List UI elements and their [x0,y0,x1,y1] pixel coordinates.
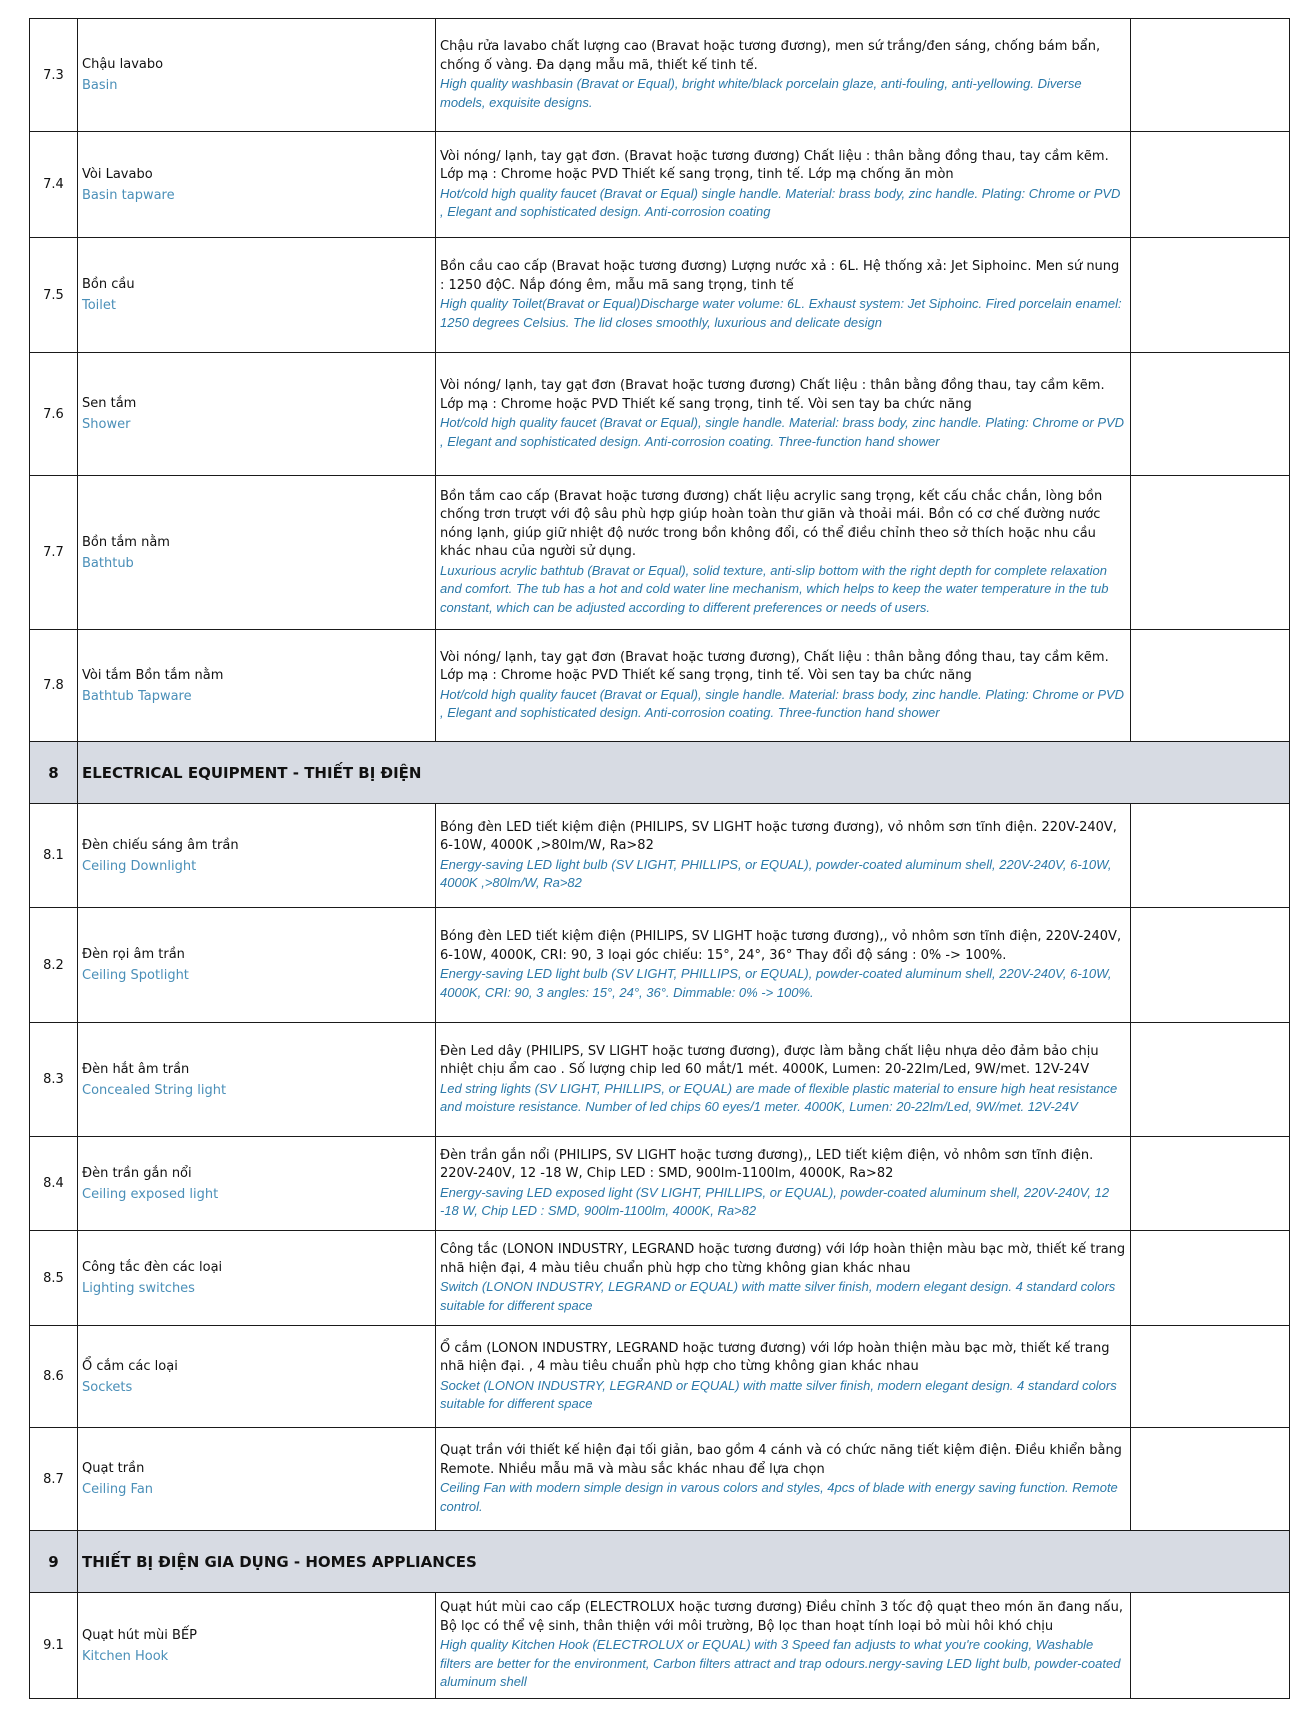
item-description-cell [436,804,1131,908]
item-number: 8.2 [30,908,78,1023]
note-cell [1131,908,1290,1023]
item-name-vn: Ổ cắm các loại [82,1358,178,1374]
table-row [30,132,1290,238]
note-cell [1131,1326,1290,1428]
note-cell [1131,1593,1290,1699]
item-name-vn: Quạt hút mùi BẾP [82,1627,197,1643]
item-name-cell [78,630,436,742]
item-name-en: Bathtub Tapware [82,688,192,704]
item-description-cell [436,1231,1131,1326]
item-name-cell [78,238,436,353]
item-description-en: Ceiling Fan with modern simple design in varous colors and styles, 4pcs of blade with energy saving function. Remote control. [440,1480,1118,1514]
section-title: THIẾT BỊ ĐIỆN GIA DỤNG - HOMES APPLIANCES [78,1531,1290,1593]
item-description-cell [436,908,1131,1023]
table-row [30,1326,1290,1428]
item-name-en: Toilet [82,298,117,313]
item-description-vn: Vòi nóng/ lạnh, tay gạt đơn. (Bravat hoặc tương đương) Chất liệu : thân bằng đồng thau, tay cầm kẽm. Lớp mạ : Chrome hoặc PVD Thiết kế sang trọng, tinh tế. Lớp mạ chống ăn mòn [440,148,1109,182]
table-row [30,353,1290,476]
item-number: 7.3 [30,19,78,132]
item-description-vn: Ổ cắm (LONON INDUSTRY, LEGRAND hoặc tương đương) với lớp hoàn thiện màu bạc mờ, thiết kế trang nhã hiện đại. , 4 màu tiêu chuẩn phù hợp cho từng không gian khác nhau [440,1340,1110,1374]
item-number: 8.1 [30,804,78,908]
table-row [30,1231,1290,1326]
item-name-cell [78,19,436,132]
item-name-en: Kitchen Hook [82,1648,169,1664]
item-description-vn: Đèn Led dây (PHILIPS, SV LIGHT hoặc tương đương), được làm bằng chất liệu nhựa dẻo đảm bảo chịu nhiệt chịu ẩm cao . Số lượng chip led 60 mắt/1 mét. 4000K, Lumen: 20-22lm/Led, 9W/met. 12V-24V [440,1043,1099,1077]
table-row [30,630,1290,742]
item-name-cell [78,1023,436,1137]
item-name-cell [78,1428,436,1531]
item-description-en: Hot/cold high quality faucet (Bravat or Equal), single handle. Material: brass body, zinc handle. Plating: Chrome or PVD , Elegant and sophisticated design. Anti-corrosion coating. Three-function hand shower [440,686,1125,720]
item-number: 9.1 [30,1593,78,1699]
item-description-en: Hot/cold high quality faucet (Bravat or Equal), single handle. Material: brass body, zinc handle. Plating: Chrome or PVD , Elegant and sophisticated design. Anti-corrosion coating. Three-function hand shower [440,415,1125,449]
item-number: 8.6 [30,1326,78,1428]
item-number: 7.7 [30,476,78,630]
item-description-vn: Đèn trần gắn nổi (PHILIPS, SV LIGHT hoặc tương đương),, LED tiết kiệm điện, vỏ nhôm sơn tĩnh điện. 220V-240V, 12 -18 W, Chip LED : SMD, 900lm-1100lm, 4000K, Ra>82 [440,1147,1094,1181]
item-name-en: Bathtub [82,555,134,571]
item-number: 8.7 [30,1428,78,1531]
item-name-vn: Vòi Lavabo [82,166,153,182]
note-cell [1131,1023,1290,1137]
item-description-en: High quality washbasin (Bravat or Equal), bright white/black porcelain glaze, anti-fouling, anti-yellowing. Diverse models, exquisite designs. [440,76,1082,110]
item-name-vn: Bồn cầu [82,277,135,292]
item-description-vn: Bồn tắm cao cấp (Bravat hoặc tương đương) chất liệu acrylic sang trọng, kết cấu chắc chắn, lòng bồn chống trơn trượt với độ sâu phù hợp giúp hoàn toàn thư giãn và thoải mái. Bồn có cơ chế đường nước nóng lạnh, giúp giữ nhiệt độ nước trong bồn không đổi, có thể điều chỉnh theo sở thích hoặc nhu cầu khác nhau của người sử dụng. [440,488,1103,560]
item-description-cell [436,132,1131,238]
item-number: 7.8 [30,630,78,742]
table-row [30,1428,1290,1531]
item-description-cell [436,1023,1131,1137]
item-description-cell [436,238,1131,353]
item-name-vn: Quạt trần [82,1461,145,1476]
item-number: 8.4 [30,1137,78,1231]
note-cell [1131,1428,1290,1531]
section-title: ELECTRICAL EQUIPMENT - THIẾT BỊ ĐIỆN [78,742,1290,804]
note-cell [1131,1231,1290,1326]
item-name-en: Basin tapware [82,187,175,203]
item-name-vn: Công tắc đèn các loại [82,1260,223,1275]
item-description-en: High quality Toilet(Bravat or Equal)Discharge water volume: 6L. Exhaust system: Jet Siphoinc. Fired porcelain enamel: 1250 degrees Celsius. The lid closes smoothly, luxurious and delicate design [440,296,1122,330]
item-description-en: Switch (LONON INDUSTRY, LEGRAND or EQUAL) with matte silver finish, modern elegant design. 4 standard colors suitable for different space [440,1279,1116,1313]
item-number: 7.6 [30,353,78,476]
item-name-en: Concealed String light [82,1082,227,1098]
item-number: 7.4 [30,132,78,238]
section-number: 9 [30,1531,78,1593]
item-description-en: High quality Kitchen Hook (ELECTROLUX or EQUAL) with 3 Speed fan adjusts to what you're cooking, Washable filters are better for the environment, Carbon filters attract and trap odours.nergy-saving LED light bulb, powder-coated aluminum shell [440,1637,1121,1690]
item-description-en: Energy-saving LED light bulb (SV LIGHT, PHILLIPS, or EQUAL), powder-coated aluminum shell, 220V-240V, 6-10W, 4000K, CRI: 90, 3 angles: 15°, 24°, 36°. Dimmable: 0% -> 100%. [440,966,1112,1000]
item-name-en: Sockets [82,1379,133,1395]
item-name-vn: Đèn trần gắn nổi [82,1165,192,1181]
item-description-cell [436,353,1131,476]
section-header-row [30,1531,1290,1593]
item-name-cell [78,804,436,908]
section-header-row [30,742,1290,804]
note-cell [1131,476,1290,630]
note-cell [1131,804,1290,908]
item-description-vn: Vòi nóng/ lạnh, tay gạt đơn (Bravat hoặc tương đương) Chất liệu : thân bằng đồng thau, tay cầm kẽm. Lớp mạ : Chrome hoặc PVD Thiết kế sang trọng, tinh tế. Vòi sen tay ba chức năng [440,378,1105,412]
item-description-en: Led string lights (SV LIGHT, PHILLIPS, or EQUAL) are made of flexible plastic material to ensure high heat resistance and moisture resistance. Number of led chips 60 eyes/1 meter. 4000K, Lumen: 20-22lm/Led, 9W/met. 12V-24V [440,1080,1118,1114]
item-description-vn: Quạt trần với thiết kế hiện đại tối giản, bao gồm 4 cánh và có chức năng tiết kiệm điện. Điều khiển bằng Remote. Nhiều mẫu mã và màu sắc khác nhau để lựa chọn [440,1443,1122,1477]
note-cell [1131,19,1290,132]
table-row [30,804,1290,908]
item-name-en: Ceiling Spotlight [82,968,189,983]
item-name-vn: Chậu lavabo [82,57,164,72]
item-description-en: Luxurious acrylic bathtub (Bravat or Equal), solid texture, anti-slip bottom with the right depth for complete relaxation and comfort. The tub has a hot and cold water line mechanism, which helps to keep the water temperature in the tub constant, which can be adjusted according to different preferences or needs of users. [440,562,1109,615]
note-cell [1131,630,1290,742]
item-name-vn: Đèn hắt âm trần [82,1061,190,1077]
item-description-vn: Bồn cầu cao cấp (Bravat hoặc tương đương) Lượng nước xả : 6L. Hệ thống xả: Jet Siphoinc. Men sứ nung : 1250 độC. Nắp đóng êm, mẫu mã sang trọng, tinh tế [440,259,1120,293]
item-name-cell [78,1326,436,1428]
table-row [30,1137,1290,1231]
item-name-vn: Đèn chiếu sáng âm trần [82,837,239,853]
item-name-en: Ceiling exposed light [82,1186,219,1202]
item-description-en: Energy-saving LED light bulb (SV LIGHT, PHILLIPS, or EQUAL), powder-coated aluminum shell, 220V-240V, 6-10W, 4000K ,>80lm/W, Ra>82 [440,856,1112,890]
note-cell [1131,1137,1290,1231]
item-name-cell [78,353,436,476]
item-name-cell [78,1593,436,1699]
item-description-en: Energy-saving LED exposed light (SV LIGHT, PHILLIPS, or EQUAL), powder-coated aluminum shell, 220V-240V, 12 -18 W, Chip LED : SMD, 900lm-1100lm, 4000K, Ra>82 [440,1184,1110,1218]
item-name-vn: Đèn rọi âm trần [82,947,185,962]
note-cell [1131,353,1290,476]
item-name-en: Shower [82,417,131,432]
specification-table [29,18,1290,1699]
item-description-cell [436,476,1131,630]
item-number: 8.5 [30,1231,78,1326]
item-name-en: Lighting switches [82,1281,195,1296]
item-name-en: Ceiling Fan [82,1482,154,1497]
item-description-en: Socket (LONON INDUSTRY, LEGRAND or EQUAL) with matte silver finish, modern elegant design. 4 standard colors suitable for different space [440,1377,1117,1411]
item-name-cell [78,1137,436,1231]
table-row [30,1593,1290,1699]
item-number: 7.5 [30,238,78,353]
item-description-vn: Quạt hút mùi cao cấp (ELECTROLUX hoặc tương đương) Điều chỉnh 3 tốc độ quạt theo món ăn đang nấu, Bộ lọc có thể vệ sinh, thân thiện với môi trường, Bộ lọc than hoạt tính loại bỏ mùi hôi khó chịu [440,1600,1123,1634]
table-row [30,238,1290,353]
table-row [30,908,1290,1023]
note-cell [1131,238,1290,353]
note-cell [1131,132,1290,238]
item-name-vn: Vòi tắm Bồn tắm nằm [82,667,224,683]
table-row [30,476,1290,630]
item-name-cell [78,476,436,630]
item-description-vn: Bóng đèn LED tiết kiệm điện (PHILIPS, SV LIGHT hoặc tương đương),, vỏ nhôm sơn tĩnh điện, 220V-240V, 6-10W, 4000K, CRI: 90, 3 loại góc chiếu: 15°, 24°, 36° Thay đổi độ sáng : 0% -> 100%. [440,929,1122,963]
item-name-cell [78,132,436,238]
item-description-cell [436,19,1131,132]
item-name-vn: Bồn tắm nằm [82,534,170,550]
table-row [30,19,1290,132]
section-number: 8 [30,742,78,804]
item-number: 8.3 [30,1023,78,1137]
item-description-cell [436,1593,1131,1699]
item-name-en: Ceiling Downlight [82,858,197,874]
item-description-vn: Vòi nóng/ lạnh, tay gạt đơn (Bravat hoặc tương đương), Chất liệu : thân bằng đồng thau, tay cầm kẽm. Lớp mạ : Chrome hoặc PVD Thiết kế sang trọng, tinh tế. Vòi sen tay ba chức năng [440,649,1109,683]
item-description-cell [436,1137,1131,1231]
item-name-cell [78,1231,436,1326]
item-description-cell [436,630,1131,742]
item-description-vn: Chậu rửa lavabo chất lượng cao (Bravat hoặc tương đương), men sứ trắng/đen sáng, chống bám bẩn, chống ố vàng. Đa dạng mẫu mã, thiết kế tinh tế. [440,39,1101,73]
item-name-vn: Sen tắm [82,396,137,411]
item-name-cell [78,908,436,1023]
table-row [30,1023,1290,1137]
item-description-cell [436,1428,1131,1531]
item-description-vn: Công tắc (LONON INDUSTRY, LEGRAND hoặc tương đương) với lớp hoàn thiện màu bạc mờ, thiết kế trang nhã hiện đại, 4 màu tiêu chuẩn phù hợp cho từng không gian khác nhau [440,1242,1126,1276]
item-description-en: Hot/cold high quality faucet (Bravat or Equal) single handle. Material: brass body, zinc handle. Plating: Chrome or PVD , Elegant and sophisticated design. Anti-corrosion coating [440,185,1121,219]
item-description-cell [436,1326,1131,1428]
item-name-en: Basin [82,78,118,93]
item-description-vn: Bóng đèn LED tiết kiệm điện (PHILIPS, SV LIGHT hoặc tương đương), vỏ nhôm sơn tĩnh điện. 220V-240V, 6-10W, 4000K ,>80lm/W, Ra>82 [440,819,1117,853]
